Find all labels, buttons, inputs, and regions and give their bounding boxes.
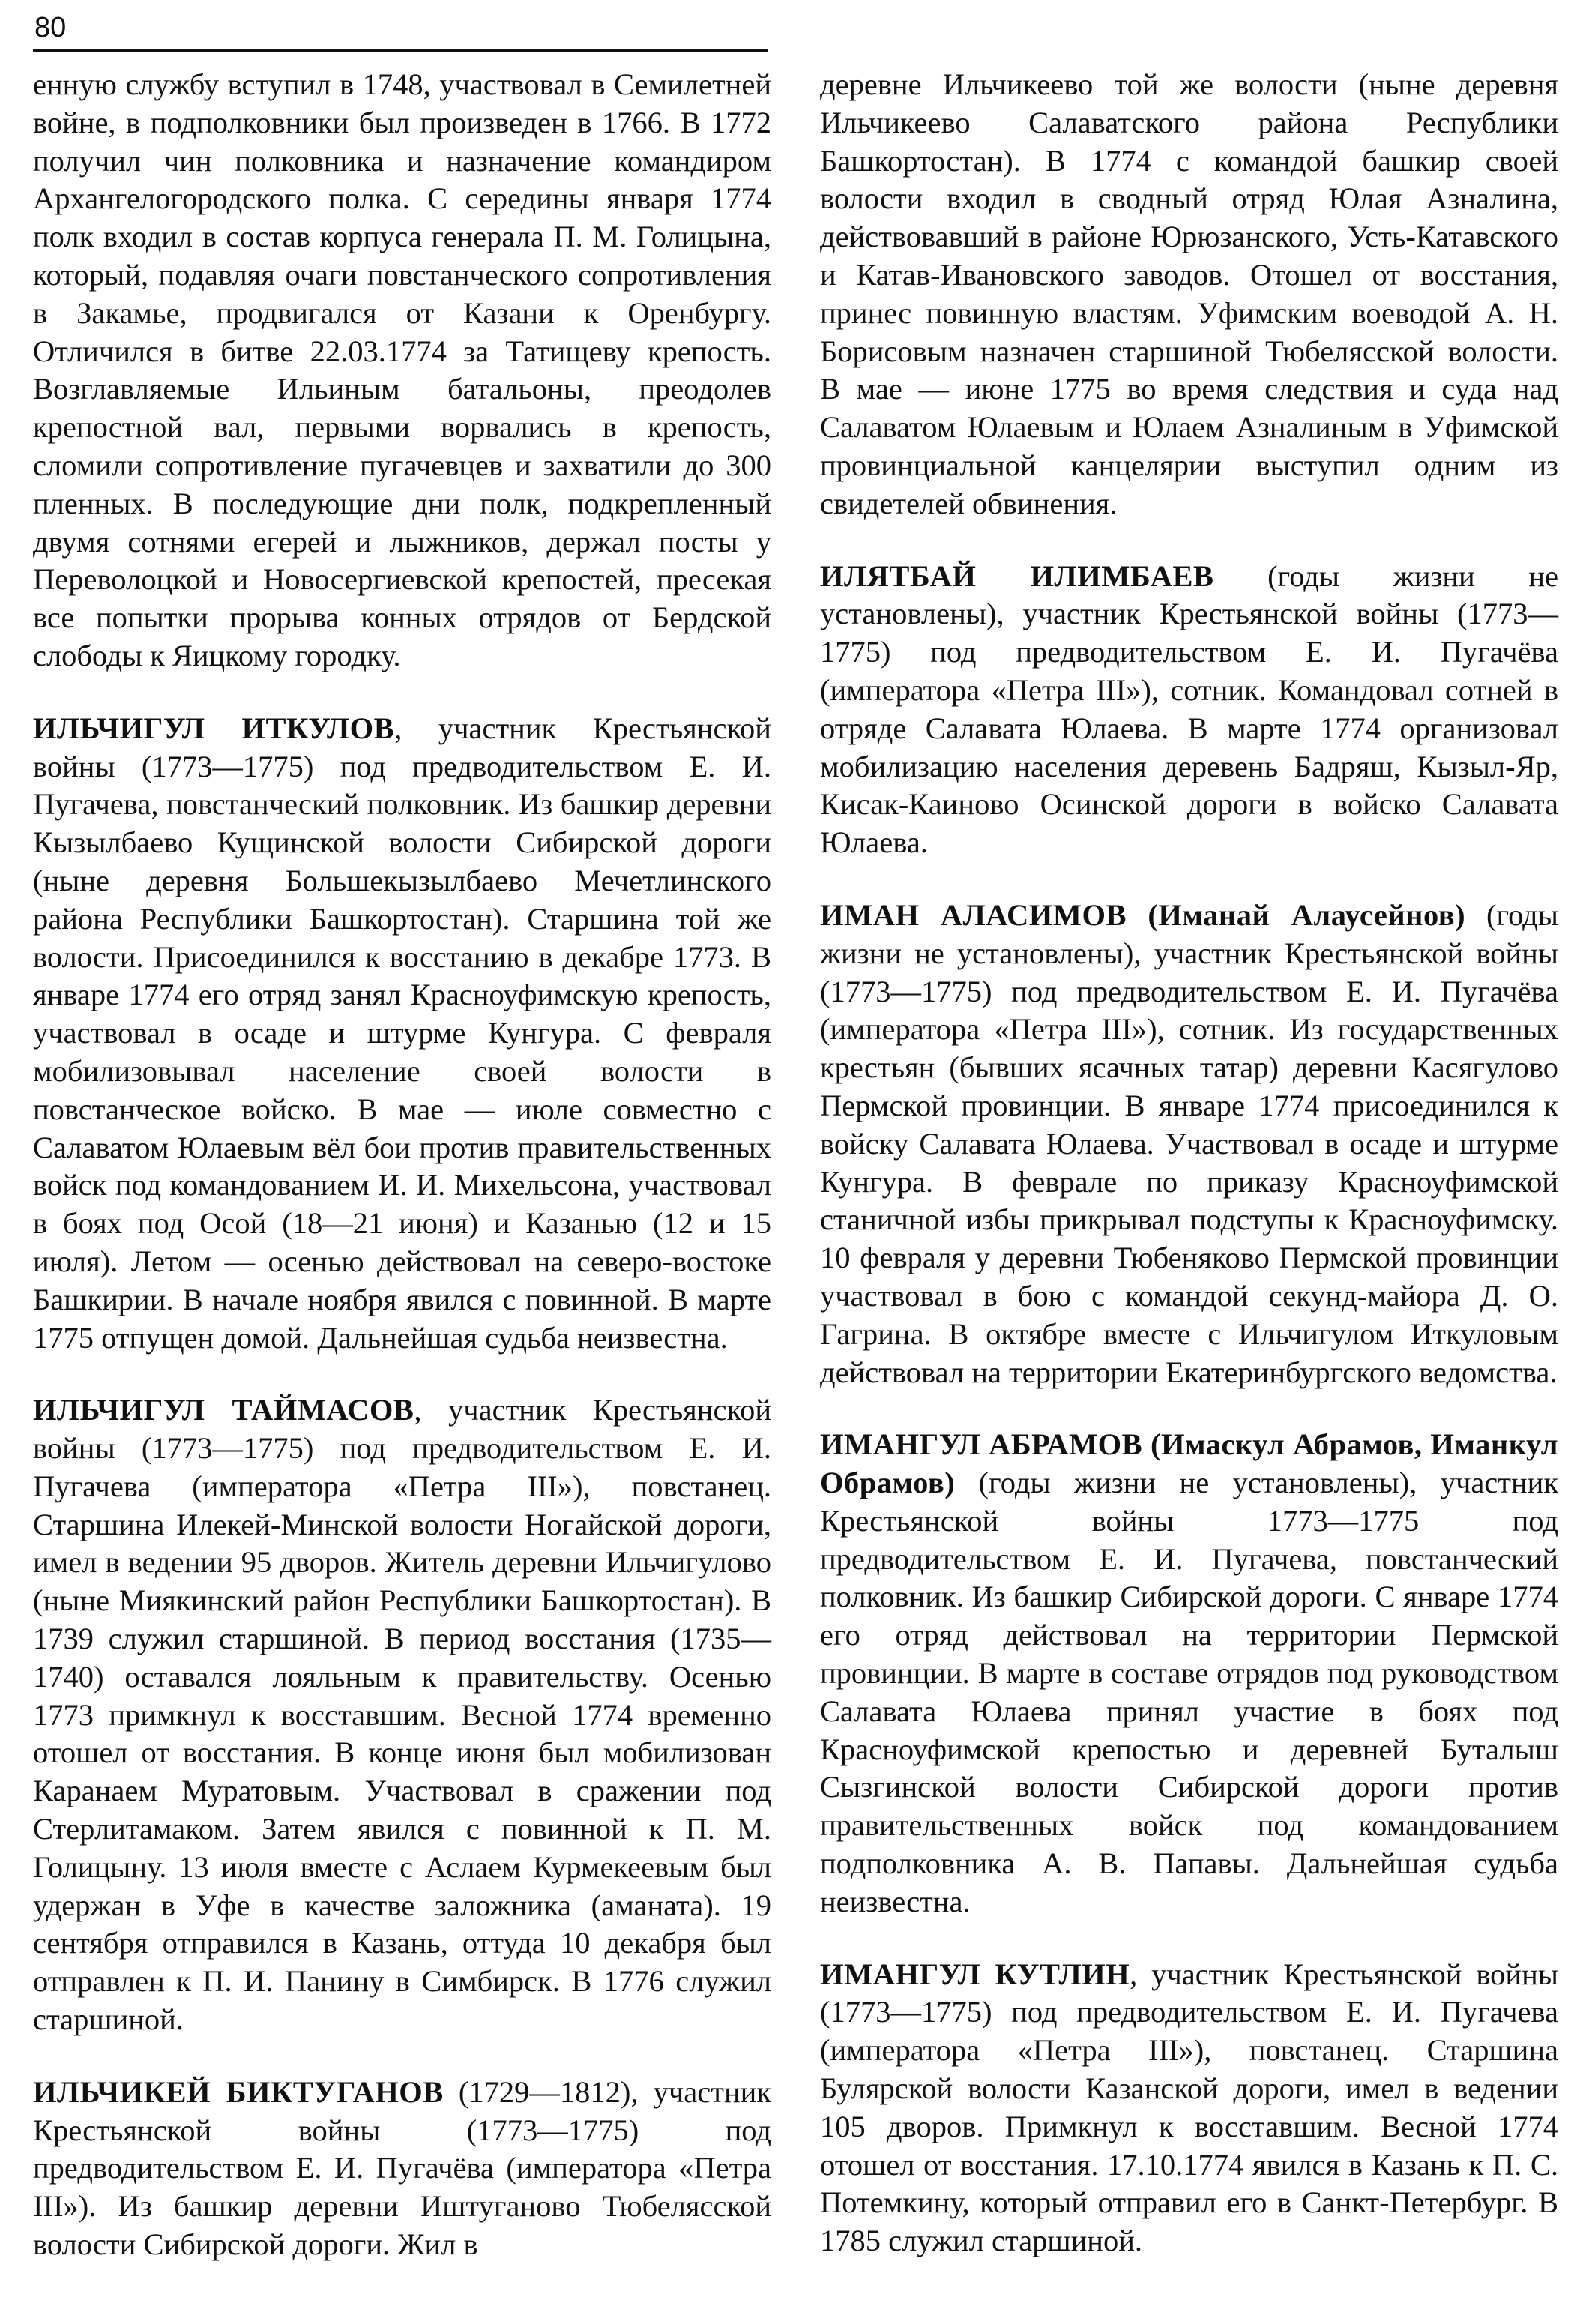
entry-name: ИМАН АЛАСИМОВ (Иманай Алаусейнов) [820,897,1466,932]
entry-name: ИЛЬЧИГУЛ ТАЙМАСОВ [33,1393,414,1427]
entry-ilchigul-itkulov [33,710,771,1358]
entry-imangul-kutlin [820,1956,1558,2260]
header-rule [33,49,768,52]
entry-name: ИЛЯТБАЙ ИЛИМБАЕВ [820,559,1214,593]
entry-text: енную службу вступил в 1748, участвовал в Семилетней войне, в подполковники был произведен в 1766. В 1772 получил чин полковника и назначение командиром Архангелогородского полка. С середины января 1774 полк входил в состав корпуса генерала П. М. Голицына, который, подавляя очаги повстанческого сопротивления в Закамье, продвигался от Казани к Оренбургу. Отличился в битве 22.03.1774 за Татищеву крепость. Возглавляемые Ильиным батальоны, преодолев крепостной вал, первыми ворвались в крепость, сломили сопротивление пугачевцев и захватили до 300 пленных. В последующие дни полк, подкрепленный двумя сотнями егерей и лыжников, держал посты у Переволоцкой и Новосергиевской крепостей, пресекая все попытки прорыва конных отрядов от Бердской слободы к Яицкому городку. [33,67,771,672]
entry-text: (годы жизни не установлены), участник Крестьянской войны (1773—1775) под предводительством Е. И. Пугачёва (императора «Петра III»), сотник. Из государственных крестьян (бывших ясачных татар) деревни Касягулово Пермской провинции. В январе 1774 присоединился к войску Салавата Юлаева. Участвовал в осаде и штурме Кунгура. В феврале по приказу Красноуфимской станичной избы прикрывал подступы к Красноуфимску. 10 февраля у деревни Тюбеняково Пермской провинции участвовал в бою с командой секунд-майора Д. О. Гагрина. В октябре вместе с Ильчигулом Иткуловым действовал на территории Екатеринбургского ведомства. [820,897,1558,1389]
right-column [820,66,1558,2260]
entry-name: ИЛЬЧИГУЛ ИТКУЛОВ [33,711,395,745]
left-column [33,66,771,2264]
entry-continuation [820,66,1558,523]
entry-text: (годы жизни не установлены), участник Крестьянской войны (1773—1775) под предводительством Е. И. Пугачёва (императора «Петра III»), сотник. Командовал сотней в отряде Салавата Юлаева. В марте 1774 организовал мобилизацию населения деревень Бадряш, Кызыл-Яр, Кисак-Каиново Осинской дороги в войско Салавата Юлаева. [820,559,1558,860]
entry-text: деревне Ильчикеево той же волости (ныне деревня Ильчикеево Салаватского района Республики Башкортостан). В 1774 с командой башкир своей волости входил в сводный отряд Юлая Азналина, действовавший в районе Юрюзанского, Усть-Катавского и Катав-Ивановского заводов. Отошел от восстания, принес повинную властям. Уфимским воеводой А. Н. Борисовым назначен старшиной Тюбелясской волости. В мае — июне 1775 во время следствия и суда над Салаватом Юлаевым и Юлаем Азналиным в Уфимской провинциальной канцелярии выступил одним из свидетелей обвинения. [820,67,1558,520]
entry-iman-alasimov [820,897,1558,1391]
entry-ilchikey-biktuganov [33,2074,771,2264]
entry-name: ИМАНГУЛ АБРАМОВ (Имаскул Абрамов, Иманкул Обрамов) [820,1427,1558,1500]
entry-name: ИЛЬЧИКЕЙ БИКТУГАНОВ [33,2074,444,2109]
entry-text: , участник Крестьянской войны (1773—1775) под предводительством Е. И. Пугачева, повстанческий полковник. Из башкир деревни Кызылбаево Кущинской волости Сибирской дороги (ныне деревня Большекызылбаево Мечетлинского района Республики Башкортостан). Старшина той же волости. Присоединился к восстанию в декабре 1773. В январе 1774 его отряд занял Красноуфимскую крепость, участвовал в осаде и штурме Кунгура. С февраля мобилизовывал население своей волости в повстанческое войско. В мае — июле совместно с Салаватом Юлаевым вёл бои против правительственных войск под командованием И. И. Михельсона, участвовал в боях под Осой (18—21 июня) и Казанью (12 и 15 июля). Летом — осенью действовал на северо-востоке Башкирии. В начале ноября явился с повинной. В марте 1775 отпущен домой. Дальнейшая судьба неизвестна. [33,711,771,1355]
entry-continuation [33,66,771,675]
entry-text: , участник Крестьянской войны (1773—1775) под предводительством Е. И. Пугачева (императора «Петра III»), повстанец. Старшина Илекей-Минской волости Ногайской дороги, имел в ведении 95 дворов. Житель деревни Ильчигулово (ныне Миякинский район Республики Башкортостан). В 1739 служил старшиной. В период восстания (1735—1740) оставался лояльным к правительству. Осенью 1773 примкнул к восставшим. Весной 1774 временно отошел от восстания. В конце июня был мобилизован Каранаем Муратовым. Участвовал в сражении под Стерлитамаком. Затем явился с повинной к П. М. Голицыну. 13 июля вместе с Аслаем Курмекеевым был удержан в Уфе в качестве заложника (аманата). 19 сентября отправился в Казань, оттуда 10 декабря был отправлен к П. И. Панину в Симбирск. В 1776 служил старшиной. [33,1393,771,2037]
entry-ilchigul-taymasov [33,1391,771,2039]
entry-text: (1729—1812), участник Крестьянской войны (1773—1775) под предводительством Е. И. Пугачёва (императора «Петра III»). Из башкир деревни Иштуганово Тюбелясской волости Сибирской дороги. Жил в [33,2074,771,2262]
page-number: 80 [34,12,67,43]
entry-text: , участник Крестьянской войны (1773—1775) под предводительством Е. И. Пугачева (императора «Петра III»), повстанец. Старшина Булярской волости Казанской дороги, имел в ведении 105 дворов. Примкнул к восставшим. Весной 1774 отошел от восстания. 17.10.1774 явился в Казань к П. С. Потемкину, который отправил его в Санкт-Петербург. В 1785 служил старшиной. [820,1957,1558,2258]
entry-imangul-abramov [820,1426,1558,1921]
entry-name: ИМАНГУЛ КУТЛИН [820,1957,1130,1991]
entry-ilyatbay-ilimbaev [820,558,1558,862]
entry-text: (годы жизни не установлены), участник Крестьянской войны 1773—1775 под предводительством Е. И. Пугачева, повстанческий полковник. Из башкир Сибирской дороги. С январе 1774 его отряд действовал на территории Пермской провинции. В марте в составе отрядов под руководством Салавата Юлаева принял участие в боях под Красноуфимской крепостью и деревней Буталыш Сызгинской волости Сибирской дороги против правительственных войск под командованием подполковника А. В. Папавы. Дальнейшая судьба неизвестна. [820,1466,1558,1918]
